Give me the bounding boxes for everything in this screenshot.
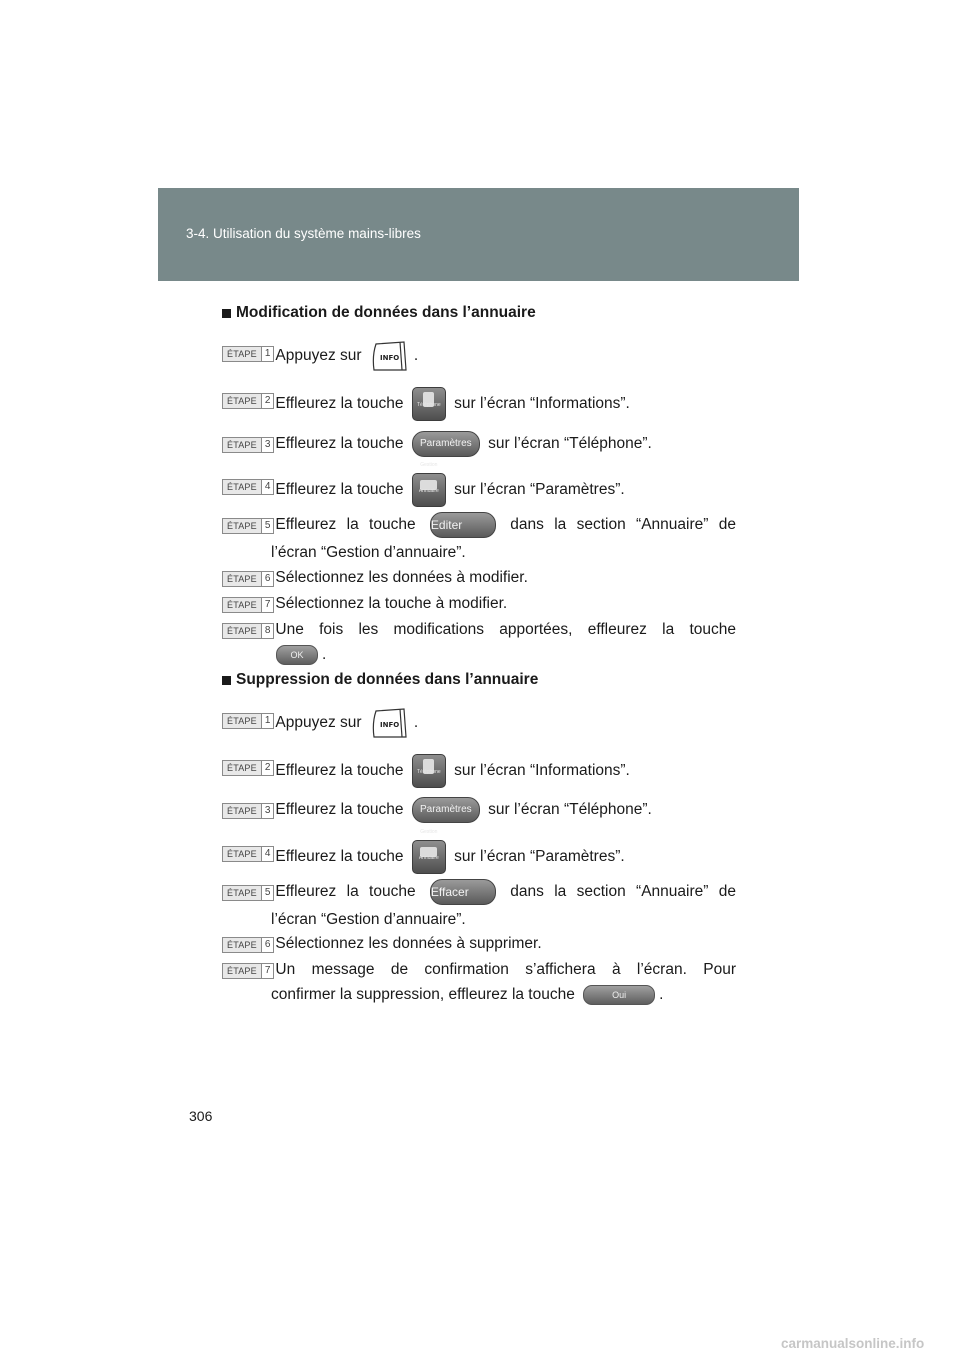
step-modif-1: ÉTAPE 1 Appuyez sur INFO . bbox=[222, 340, 736, 372]
oui-button-icon: Oui bbox=[583, 985, 655, 1005]
step-badge: ÉTAPE 7 bbox=[222, 597, 274, 613]
step-badge: ÉTAPE 5 bbox=[222, 885, 274, 901]
parametres-button-icon: Paramètres bbox=[412, 797, 480, 823]
step-modif-8: ÉTAPE 8 Une fois les modifications apportées, effleurez la touche bbox=[222, 617, 736, 643]
step-modif-8-continuation: OK . bbox=[276, 642, 741, 668]
step-suppr-3: ÉTAPE 3 Effleurez la touche Paramètres sur l’écran “Téléphone”. bbox=[222, 797, 736, 823]
effacer-button-icon: Effacer bbox=[430, 879, 496, 905]
square-bullet-icon bbox=[222, 676, 231, 685]
info-button-icon bbox=[370, 707, 410, 739]
svg-text:INFO: INFO bbox=[379, 721, 400, 729]
editer-button-icon: Editer bbox=[430, 512, 496, 538]
step-badge: ÉTAPE 6 bbox=[222, 571, 274, 587]
info-button-icon bbox=[370, 340, 410, 372]
step-suppr-5: ÉTAPE 5 Effleurez la touche Effacer dans la section “Annuaire” de bbox=[222, 879, 736, 905]
step-badge: ÉTAPE 4 bbox=[222, 846, 274, 862]
chapter-header-band bbox=[158, 188, 799, 281]
step-modif-2: ÉTAPE 2 Effleurez la touche Téléphone sur l’écran “Informations”. bbox=[222, 387, 736, 421]
gestion-annuaire-button-icon: Gestion Annuaire bbox=[412, 473, 446, 507]
page-number: 306 bbox=[189, 1108, 213, 1124]
step-modif-3: ÉTAPE 3 Effleurez la touche Paramètres sur l’écran “Téléphone”. bbox=[222, 431, 736, 457]
step-modif-5: ÉTAPE 5 Effleurez la touche Editer dans la section “Annuaire” de bbox=[222, 512, 736, 538]
step-suppr-2: ÉTAPE 2 Effleurez la touche Téléphone sur l’écran “Informations”. bbox=[222, 754, 736, 788]
step-modif-4: ÉTAPE 4 Effleurez la touche Gestion Annuaire sur l’écran “Paramètres”. bbox=[222, 473, 736, 507]
step-badge: ÉTAPE 1 bbox=[222, 346, 274, 362]
step-suppr-7-continuation: confirmer la suppression, effleurez la touche Oui . bbox=[271, 986, 664, 1003]
svg-text:INFO: INFO bbox=[379, 354, 400, 362]
step-suppr-1: ÉTAPE 1 Appuyez sur INFO . bbox=[222, 707, 736, 739]
step-badge: ÉTAPE 3 bbox=[222, 803, 274, 819]
step-badge: ÉTAPE 3 bbox=[222, 437, 274, 453]
step-modif-6: ÉTAPE 6 Sélectionnez les données à modifier. bbox=[222, 565, 736, 591]
step-modif-7: ÉTAPE 7 Sélectionnez la touche à modifier. bbox=[222, 591, 736, 617]
ok-button-icon: OK bbox=[276, 645, 318, 665]
chapter-breadcrumb: 3-4. Utilisation du système mains-libres bbox=[186, 226, 421, 241]
gestion-annuaire-button-icon: Gestion Annuaire bbox=[412, 840, 446, 874]
step-suppr-4: ÉTAPE 4 Effleurez la touche Gestion Annuaire sur l’écran “Paramètres”. bbox=[222, 840, 736, 874]
telephone-button-icon: Téléphone bbox=[412, 387, 446, 421]
step-badge: ÉTAPE 8 bbox=[222, 623, 274, 639]
step-modif-5-continuation: l’écran “Gestion d’annuaire”. bbox=[271, 544, 466, 561]
square-bullet-icon bbox=[222, 309, 231, 318]
step-badge: ÉTAPE 4 bbox=[222, 479, 274, 495]
step-suppr-7: ÉTAPE 7 Un message de confirmation s’affichera à l’écran. Pour bbox=[222, 957, 736, 983]
section-title-suppression: Suppression de données dans l’annuaire bbox=[222, 671, 538, 689]
parametres-button-icon: Paramètres bbox=[412, 431, 480, 457]
step-badge: ÉTAPE 6 bbox=[222, 937, 274, 953]
step-badge: ÉTAPE 7 bbox=[222, 963, 274, 979]
step-badge: ÉTAPE 2 bbox=[222, 393, 274, 409]
step-badge: ÉTAPE 5 bbox=[222, 518, 274, 534]
watermark: carmanualsonline.info bbox=[781, 1336, 925, 1351]
telephone-button-icon: Téléphone bbox=[412, 754, 446, 788]
step-badge: ÉTAPE 1 bbox=[222, 713, 274, 729]
step-suppr-6: ÉTAPE 6 Sélectionnez les données à supprimer. bbox=[222, 931, 736, 957]
step-badge: ÉTAPE 2 bbox=[222, 760, 274, 776]
section-title-modification: Modification de données dans l’annuaire bbox=[222, 304, 536, 322]
step-suppr-5-continuation: l’écran “Gestion d’annuaire”. bbox=[271, 911, 466, 928]
